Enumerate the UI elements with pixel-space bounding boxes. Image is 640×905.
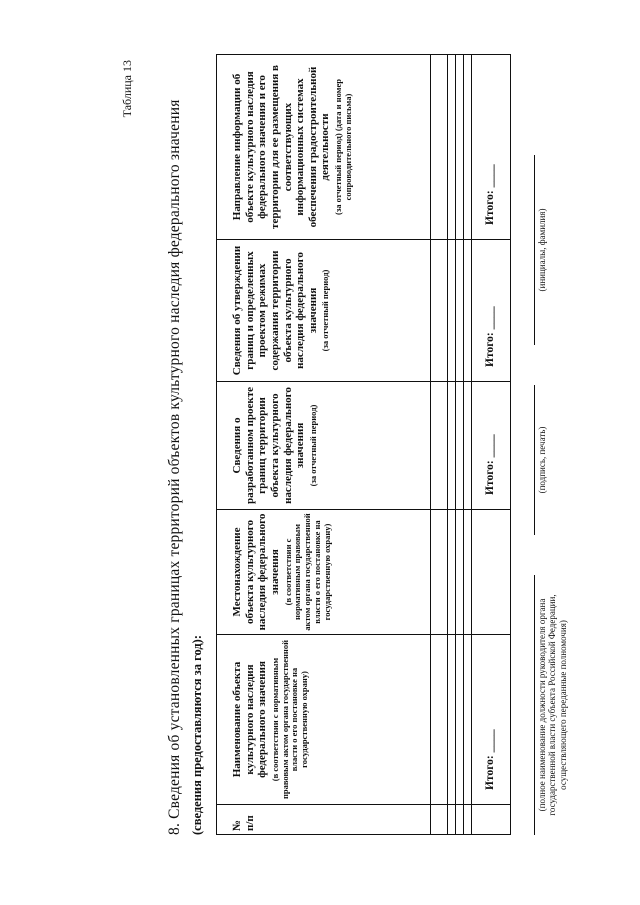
col-number-header: № п/п [217, 805, 431, 835]
col-approval-header: Сведения об утверждении границ и определенных проектом режимах содержания территории объекта культурного наследия федерального значения (за отчетный период) [217, 240, 431, 382]
table-row [464, 55, 472, 835]
table-row [448, 55, 456, 835]
total-name: Итого: ____ [472, 635, 511, 805]
table-row [431, 55, 448, 835]
col-boundary-project-header: Сведения о разработанном проекте границ территории объекта культурного наследия федерального значения (за отчетный период) [217, 382, 431, 510]
totals-row [472, 55, 511, 835]
data-table [216, 54, 511, 835]
col-location-header: Местонахождение объекта культурного наследия федерального значения (в соответствии с нормативным правовым актом органа государственной власти о его постановке на государственную охрану) [217, 510, 431, 635]
section-heading: 8. Сведения об установленных границах территорий объектов культурного наследия федерального значения [166, 99, 183, 835]
col-name-header: Наименование объекта культурного наследия федерального значения (в соответствии с нормативным правовым актом органа государственной власти о его постановке на государственную охрану) [217, 635, 431, 805]
header-row [217, 55, 431, 835]
col-info-direction-header: Направление информации об объекте культурного наследия федерального значения и его территории для ее размещения в соответствующих информационных системах обеспечения градостроительной деятельности (за отчетный период) (дата и номер сопроводительного письма) [217, 55, 431, 240]
signature-position: (полное наименование должности руководителя органа государственной власти субъекта Российской Федерации, осуществляющего переданные полномочия) [534, 575, 568, 835]
table-row [456, 55, 464, 835]
section-subheading: (сведения предоставляются за год): [190, 635, 204, 835]
total-info-direction: Итого: ____ [472, 55, 511, 240]
signature-initials: (инициалы, фамилия) [534, 155, 547, 345]
total-boundary-project: Итого: ____ [472, 382, 511, 510]
total-approval: Итого: ____ [472, 240, 511, 382]
table-number: Таблица 13 [120, 60, 134, 118]
signature-seal: (подпись, печать) [534, 385, 547, 535]
